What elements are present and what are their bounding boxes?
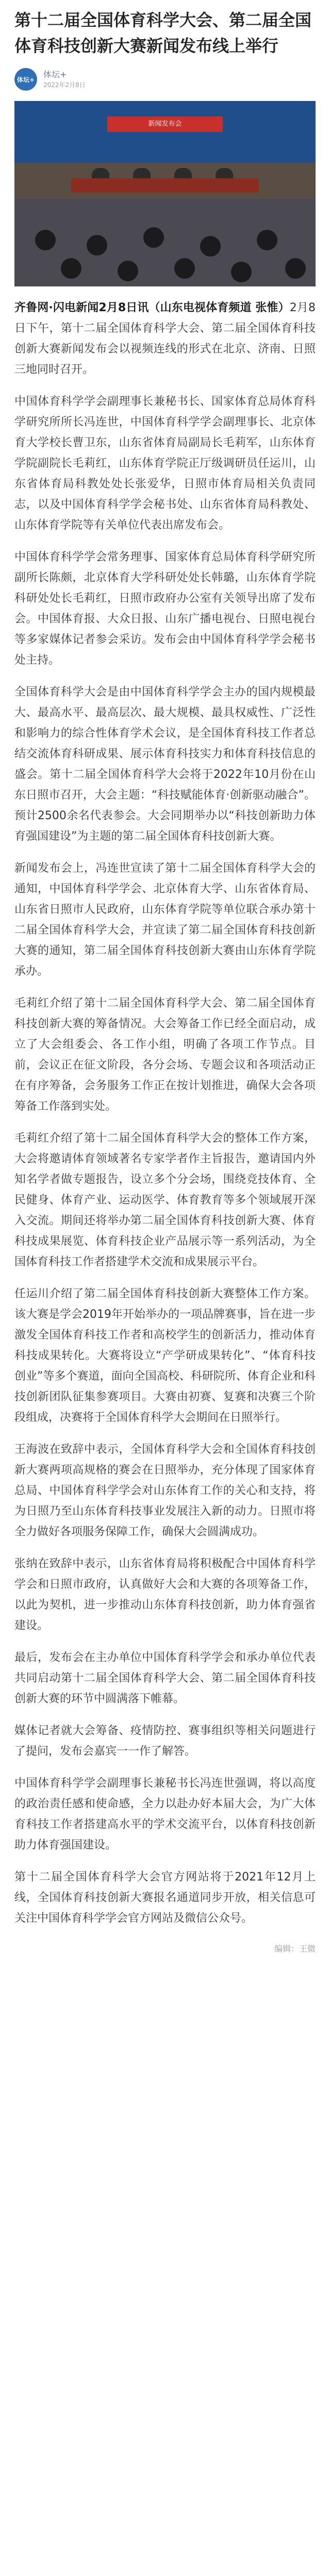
article-lead-text: 2月8日下午，第十二届全国体育科学大会、第二届全国体育科技创新大赛新闻发布会以视频连线的形式在北京、济南、日照三地同时召开。 <box>14 301 316 376</box>
article-paragraph: 中国体育科学学会常务理事、国家体育总局体育科学研究所副所长陈颇，北京体育大学科研处处长韩璐，山东体育学院科研处处长毛莉红，日照市政府办公室有关领导出席了发布会。中国体育报、大众日报、山东广播电视台、日照电视台等多家媒体记者参会采访。发布会由中国体育科学学会秘书处主持。 <box>14 551 316 667</box>
article-paragraph: 任运川介绍了第二届全国体育科技创新大赛整体工作方案。该大赛是学会2019年开始举办的一项品牌赛事，旨在进一步激发全国体育科技工作者和高校学生的创新活力，推动体育科技成果转化。大赛将设立“产学研成果转化”、“体育科技创业”等多个赛道，面向全国高校、科研院所、体育企业和科技创新团队征集参赛项目。大赛由初赛、复赛和决赛三个阶段组成，决赛将于全国体育科学大会期间在日照举行。 <box>14 1287 316 1424</box>
article-paragraph: 毛莉红介绍了第十二届全国体育科学大会的整体工作方案，大会将邀请体育领域著名专家学者作主旨报告，邀请国内外知名学者做专题报告，设立多个分会场，围绕竞技体育、全民健身、体育产业、运动医学、体育教育等多个领域展开深入交流。期间还将举办第二届全国体育科技创新大赛、体育科技成果展览、体育科技企业产品展示等一系列活动，为全国体育科技工作者搭建学术交流和成果展示平台。 <box>14 1132 316 1268</box>
article-paragraph: 张纳在致辞中表示，山东省体育局将积极配合中国体育科学学会和日照市政府，认真做好大会和大赛的各项筹备工作，以此为契机，进一步推动山东体育科技创新，助力体育强省建设。 <box>14 1557 316 1632</box>
article-meta <box>14 68 316 91</box>
photo-attendee <box>61 258 81 279</box>
photo-backdrop <box>14 101 316 163</box>
photo-attendee <box>257 230 277 250</box>
photo-table <box>71 178 259 193</box>
article-paragraph: 最后，发布会在主办单位中国体育科学学会和承办单位代表共同启动第十二届全国体育科学大会、第二届全国体育科技创新大赛的环节中圆满落下帷幕。 <box>14 1651 316 1705</box>
author-name[interactable]: 体坛+ <box>43 70 67 79</box>
article-paragraph: 新闻发布会上，冯连世宣读了第十二届全国体育科学大会的通知，中国体育科学学会、北京体育大学、山东省体育局、山东省日照市人民政府，山东体育学院等单位联合承办第十二届全国体育科学大会，并宣读了第二届全国体育科技创新大赛的通知，第二届全国体育科技创新大赛由山东体育学院承办。 <box>14 862 316 978</box>
article-paragraph: 第十二届全国体育科学大会官方网站将于2021年12月上线，全国体育科技创新大赛报名通道同步开放，相关信息可关注中国体育科学学会官方网站及微信公众号。 <box>14 1871 316 1925</box>
press-conference-photo <box>14 101 316 286</box>
photo-attendee <box>143 227 164 248</box>
article-paragraph: 全国体育科学大会是由中国体育科学学会主办的国内规模最大、最高水平、最高层次、最大规模、最具权威性、广泛性和影响力的综合性体育学术会议，是全国体育科技工作者总结交流体育科研成果、展示体育科技实力和体育科技信息的盛会。第十二届全国体育科学大会将于2022年10月份在山东日照市召开，大会主题：“科技赋能体育·创新驱动融合”。预计2500余名代表参会。大会同期举办以“科技创新助力体育强国建设”为主题的第二届全国体育科技创新大赛。 <box>14 686 316 843</box>
photo-attendee <box>231 262 252 282</box>
photo-attendee <box>200 236 221 257</box>
author-avatar[interactable]: 体坛+ <box>14 68 37 91</box>
article-paragraph: 中国体育科学学会副理事长兼秘书长、国家体育总局体育科学研究所所长冯连世，中国体育科学学会副理事长、北京体育大学校长曹卫东，山东省体育局副局长毛莉军，山东体育学院副院长毛莉红，山东体育学院正厅级调研员任运川，山东省体育局科教处处长张爱华，日照市体育局相关负责同志，以及中国体育科学学会秘书处、山东省体育局科教处、山东体育学院等有关单位代表出席发布会。 <box>14 395 316 532</box>
article-paragraph <box>14 298 316 380</box>
photo-attendee <box>118 261 138 281</box>
article-paragraph: 毛莉红介绍了第十二届全国体育科学大会、第二届全国体育科技创新大赛的筹备情况。大会筹备工作已经全面启动，成立了大会组委会、各工作小组，明确了各项工作节点。目前，会议正在征文阶段，各分会场、专题会议和各项活动正在有序筹备，会务服务工作正在按计划推进，确保大会各项筹备工作落到实处。 <box>14 997 316 1113</box>
photo-banner: 新闻发布会 <box>107 116 223 132</box>
article-paragraph: 中国体育科学学会副理事长兼秘书长冯连世强调，将以高度的政治责任感和使命感，全力以赴办好本届大会，为广大体育科技工作者搭建高水平的学术交流平台，以体育科技创新助力体育强国建设。 <box>14 1777 316 1852</box>
article-paragraph: 王海波在致辞中表示，全国体育科学大会和全国体育科技创新大赛两项高规格的赛会在日照举办，充分体现了国家体育总局、中国体育科学学会对山东体育工作的关心和支持，将为日照乃至山东体育科技事业发展注入新的动力。日照市将全力做好各项服务保障工作，确保大会圆满成功。 <box>14 1443 316 1538</box>
editor-credit: 编辑：王微 <box>274 1944 316 1954</box>
article-title: 第十二届全国体育科学大会、第二届全国体育科技创新大赛新闻发布线上举行 <box>14 10 312 56</box>
photo-attendee <box>174 258 195 279</box>
author-block <box>43 69 86 90</box>
photo-attendee <box>87 235 107 256</box>
publish-date: 2022年2月8日 <box>43 81 86 89</box>
photo-attendee <box>35 230 56 250</box>
photo-attendee <box>285 258 306 279</box>
article-paragraph: 媒体记者就大会筹备、疫情防控、赛事组织等相关问题进行了提问，发布会嘉宾一一作了解答。 <box>14 1724 316 1758</box>
article-lead: 齐鲁网·闪电新闻2月8日讯（山东电视体育频道 张惟） <box>14 301 290 314</box>
